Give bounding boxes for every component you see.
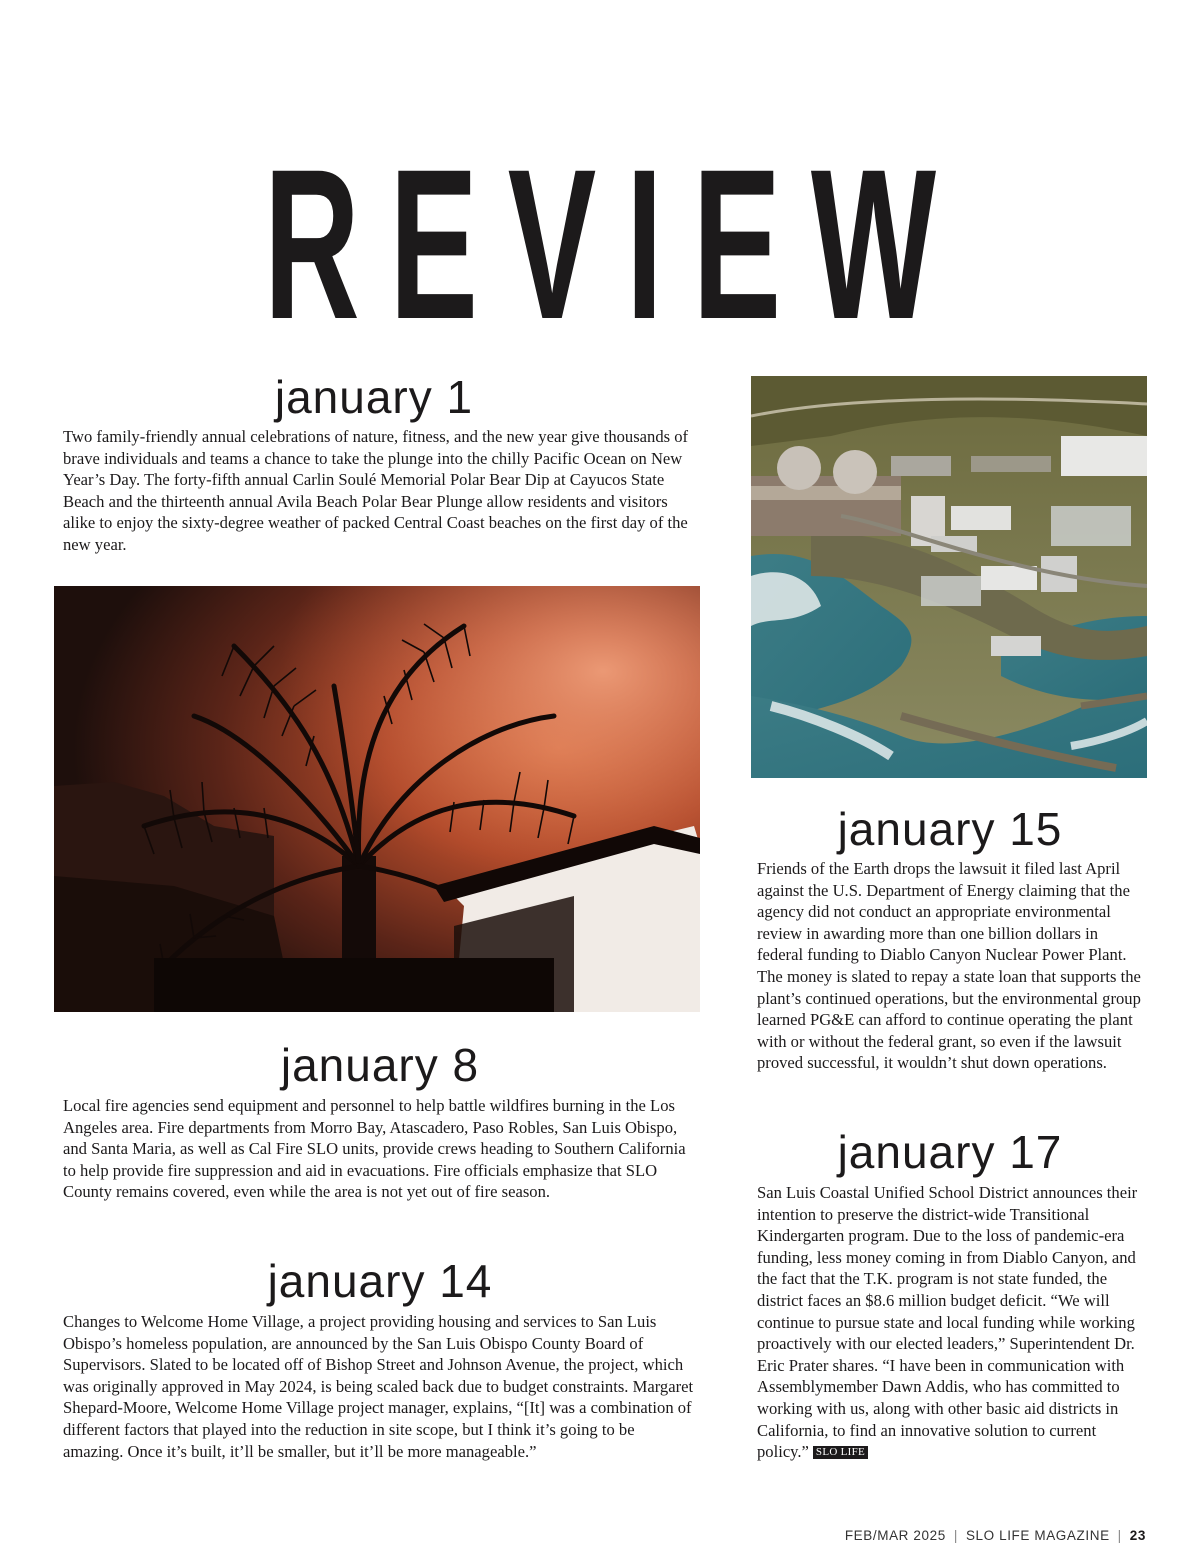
diablo-canyon-aerial-photo — [751, 376, 1147, 778]
entry-text-jan-8: Local fire agencies send equipment and personnel to help battle wildfires burning in the Los Angeles area. Fire departments from Morro Bay, Atascadero, Paso Robles, San Luis Obispo, and Santa Maria, as well as Cal Fire SLO units, provide crews heading to Southern California to help provide fire suppression and aid in evacuations. Fire officials emphasize that SLO County remains covered, even while the area is not yet out of fire season. — [63, 1096, 686, 1202]
page-title: REVIEW — [263, 125, 966, 364]
entry-date-jan-17: january 17 — [837, 1126, 1063, 1178]
entry-date-jan-1: january 1 — [274, 371, 474, 423]
entry-date-jan-14: january 14 — [267, 1255, 493, 1307]
entry-text-jan-14: Changes to Welcome Home Village, a project providing housing and services to San Luis Obispo’s homeless population, are announced by the San Luis Obispo County Board of Supervisors. Slated to be located off of Bishop Street and Johnson Avenue, the project, which was originally approved in May 2024, is being scaled back due to budget constraints. Margaret Shepard-Moore, Welcome Home Village project manager, explains, “[It] was a combination of different factors that played into the reduction in site scope, but I think it’s going to be amazing. Once it’s built, it’ll be smaller, but it’ll be more manageable.” — [63, 1312, 694, 1461]
footer-separator: | — [953, 1528, 958, 1543]
page-footer — [845, 1528, 1146, 1543]
entry-date-jan-8: january 8 — [280, 1039, 480, 1091]
entry-date-jan-15: january 15 — [837, 803, 1063, 855]
entry-text-jan-15: Friends of the Earth drops the lawsuit it filed last April against the U.S. Department of Energy claiming that the agency did not conduct an appropriate environmental review in awarding more than one billion dollars in federal funding to Diablo Canyon Nuclear Power Plant. The money is slated to repay a state loan that supports the plant’s continued operations, but the environmental group learned PG&E can afford to continue operating the plant with or without the federal grant, so even if the lawsuit proved successful, it wouldn’t shut down operations. — [757, 859, 1141, 1073]
slo-life-end-mark: SLO LIFE — [813, 1446, 868, 1459]
entry-text-jan-1: Two family-friendly annual celebrations of nature, fitness, and the new year give thousands of brave individuals and teams a chance to take the plunge into the chilly Pacific Ocean on New Year’s Day. The forty-fifth annual Carlin Soulé Memorial Polar Bear Dip at Cayucos State Beach and the thirteenth annual Avila Beach Polar Bear Plunge allow residents and visitors alike to enjoy the sixty-degree weather of packed Central Coast beaches on the first day of the new year. — [63, 427, 689, 554]
entry-text-jan-17-body: San Luis Coastal Unified School District announces their intention to preserve the district-wide Transitional Kindergarten program. Due to the loss of pandemic-era funding, less money coming in from Diablo Canyon, and the fact that the T.K. program is not state funded, the district faces an $8.6 million budget deficit. “We will continue to pursue state and local funding while working proactively with our elected leaders,” Superintendent Dr. Eric Prater shares. “I have been in communication with Assemblymember Dawn Addis, who has committed to working with us, along with other basic aid districts in California, to find an innovative solution to current policy.” — [757, 1183, 1138, 1462]
fire-palm-silhouette-photo — [54, 586, 700, 1012]
footer-magazine: SLO LIFE MAGAZINE — [965, 1528, 1110, 1543]
footer-separator: | — [1117, 1528, 1122, 1543]
entry-text-jan-17 — [757, 1182, 1143, 1463]
footer-issue: FEB/MAR 2025 — [844, 1528, 946, 1543]
footer-page-number: 23 — [1129, 1528, 1146, 1543]
